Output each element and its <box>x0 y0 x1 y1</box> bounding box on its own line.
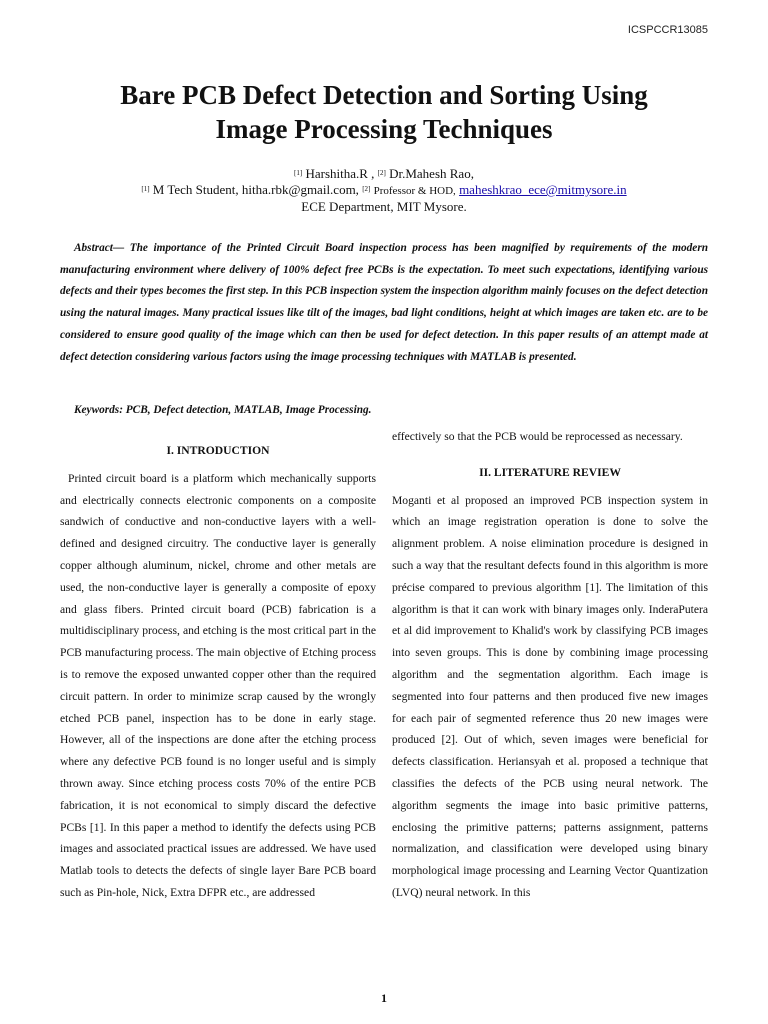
paper-id: ICSPCCR13085 <box>627 24 708 36</box>
introduction-continuation: effectively so that the PCB would be reprocessed as necessary. <box>392 430 683 443</box>
abstract <box>60 238 708 368</box>
author-ref-1: [1] <box>294 169 303 177</box>
affil-ref-1: [1] <box>141 185 150 193</box>
section-heading-literature-review: II. LITERATURE REVIEW <box>479 465 621 479</box>
right-column <box>392 426 708 904</box>
author-name-2: Dr.Mahesh Rao, <box>389 166 474 181</box>
title-line-1: Bare PCB Defect Detection and Sorting Using <box>120 80 648 110</box>
abstract-label: Abstract— <box>74 242 125 254</box>
author-department: ECE Department, MIT Mysore. <box>301 199 467 214</box>
literature-review-paragraph: Moganti et al proposed an improved PCB inspection system in which an image registration operation is done to solve the alignment problem. A noise elimination procedure is designed in such a way that the resultant defects found in this algorithm is more précise compared to previous algorithm [1]. The limitation of this algorithm is that it can work with binary images only. InderaPutera et al did improvement to Khalid's work by classifying PCB images into seven groups. This is done by combining image processing algorithm and the segmentation algorithm. Each image is segmented into four patterns and then produced five new images for each pair of segmented reference thus 20 new images were produced [2]. Out of which, seven images were beneficial for defects classification. Heriansyah et al. proposed a technique that classifies the defects of the PCB using neural network. The algorithm segments the image into basic primitive patterns, enclosing the primitive patterns; patterns assignment, patterns normalization, and classification were developed using binary morphological image processing and Learning Vector Quantization (LVQ) neural network. In this <box>392 493 708 899</box>
affil-text-2: Professor & HOD, <box>373 185 456 197</box>
abstract-text: The importance of the Printed Circuit Board inspection process has been magnified by requirements of the modern manufacturing environment where delivery of 100% defect free PCBs is the expectation. To meet such expectations, identifying various defects and their types becomes the first step. In this PCB inspection system the inspection algorithm mainly focuses on the defect detection using the natural images. Many practical issues like tilt of the images, bad light conditions, height at which images are taken etc. are to be considered to ensure good quality of the image which can then be used for defect detection. In this paper results of an attempt made at defect detection considering various factors using the image processing techniques with MATLAB is presented. <box>60 242 709 363</box>
author-affiliations <box>40 182 728 199</box>
introduction-paragraph: Printed circuit board is a platform which mechanically supports and electrically connects electronic components on a composite sandwich of conductive and non-conductive layers with a well-defined and designed circuitry. The conductive layer is generally copper although aluminum, nickel, chrome and other metals are used, the non-conductive layer is generally a composite of epoxy and glass fibers. Printed circuit board (PCB) fabrication is a multidisciplinary process, and etching is the most critical part in the PCB manufacturing process. The main objective of Etching process is to remove the exposed unwanted copper other than the required circuit pattern. In order to minimize scrap caused by the wrongly etched PCB panel, inspection has to be done in early stage. However, all of the inspections are done after the etching process where any defective PCB found is no longer useful and is simply thrown away. Since etching process costs 70% of the entire PCB fabrication, it is not economical to simply discard the defective PCBs [1]. In this paper a method to identify the defects using PCB images and associated practical issues are addressed. We have used Matlab tools to detects the defects of single layer Bare PCB board such as Pin-hole, Nick, Extra DFPR etc., are addressed <box>60 471 376 899</box>
left-column <box>60 440 376 904</box>
author-name-1: Harshitha.R , <box>305 166 375 181</box>
title-line-2: Image Processing Techniques <box>215 114 553 144</box>
section-heading-introduction: I. INTRODUCTION <box>166 444 270 457</box>
author-ref-2: [2] <box>377 169 386 177</box>
author-names <box>40 166 728 182</box>
affil-ref-2: [2] <box>362 185 371 193</box>
paper-title <box>40 78 728 146</box>
keywords: Keywords: PCB, Defect detection, MATLAB, Image Processing. <box>74 404 372 416</box>
page-number: 1 <box>381 991 387 1005</box>
author-email-link[interactable]: maheshkrao_ece@mitmysore.in <box>459 182 627 197</box>
author-block <box>40 166 728 215</box>
affil-text-1: M Tech Student, hitha.rbk@gmail.com, <box>152 182 359 197</box>
